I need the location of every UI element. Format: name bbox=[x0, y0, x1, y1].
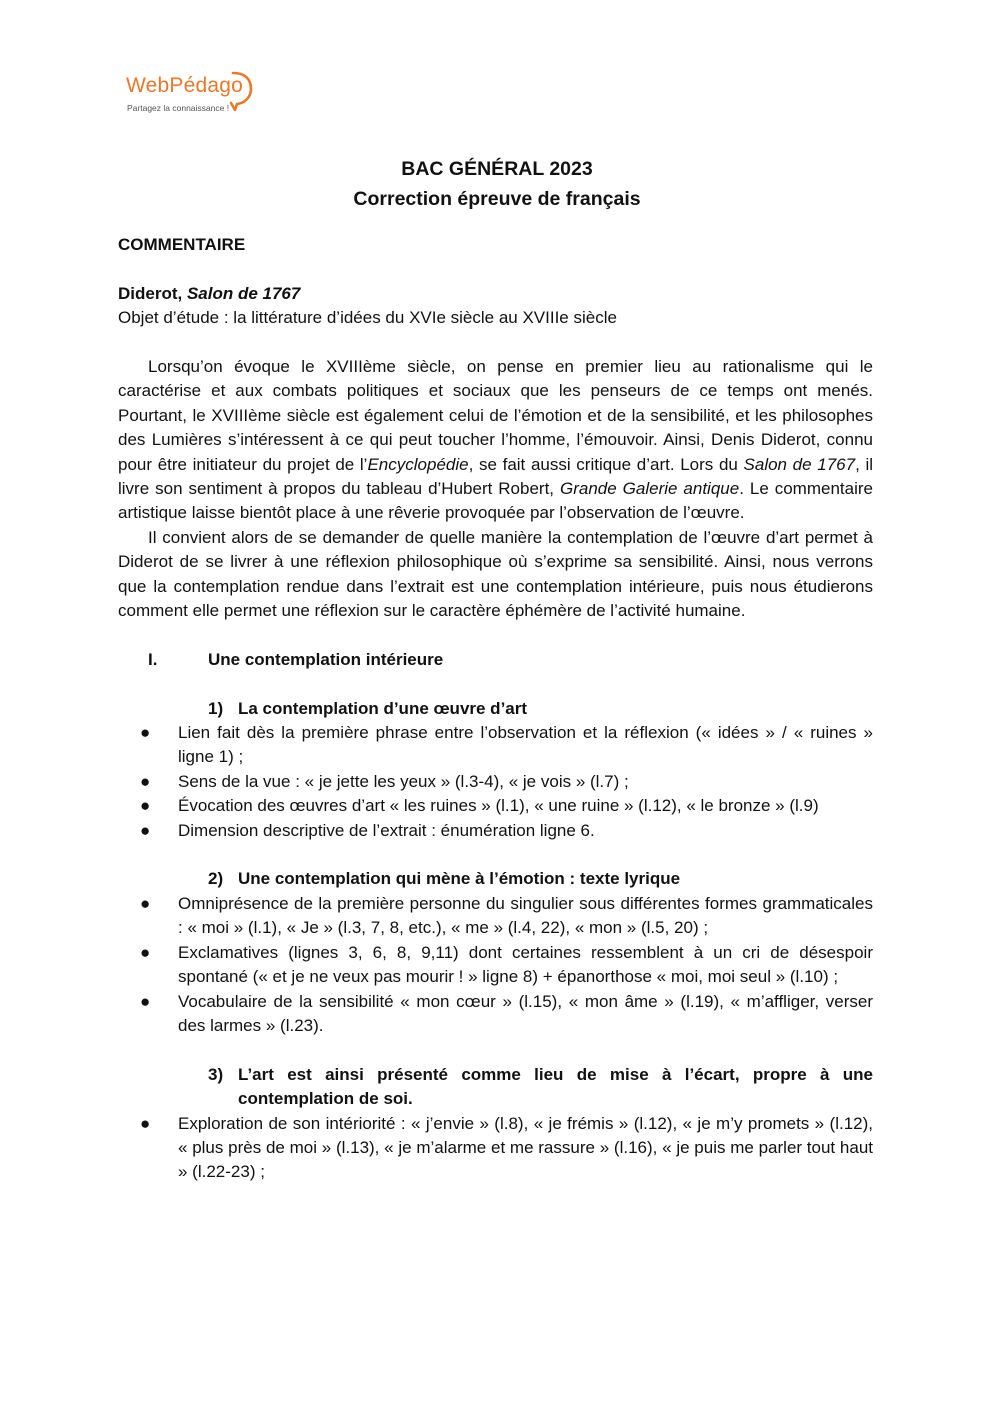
subsection-3-heading: 3) L’art est ainsi présenté comme lieu de mise à l’écart, propre à une contemplation de soi. bbox=[208, 1064, 873, 1109]
bullet-icon: ● bbox=[140, 796, 151, 816]
bullet-icon: ● bbox=[140, 723, 151, 743]
work-author: Diderot, bbox=[118, 283, 187, 303]
part-title: Une contemplation intérieure bbox=[208, 649, 444, 669]
subsection-1-heading: 1) La contemplation d’une œuvre d’art bbox=[208, 698, 528, 718]
section-label: COMMENTAIRE bbox=[118, 235, 246, 254]
intro-paragraph-2: Il convient alors de se demander de quelle manière la contemplation de l’œuvre d’art permet à Diderot de se livrer à une réflexion philosophique où s’exprime sa sensibilité. Ainsi, nous verrons que la contemplation rendue dans l’extrait est une contemplation intérieure, puis nous étudierons comment elle permet une réflexion sur le caractère éphémère de l’activité humaine. bbox=[118, 527, 873, 621]
part-number: I. bbox=[148, 649, 158, 669]
list-item: ● Lien fait dès la première phrase entre l’observation et la réflexion (« idées » / « ruines » ligne 1) ; bbox=[118, 721, 873, 770]
document-title bbox=[0, 154, 994, 214]
bullet-icon: ● bbox=[140, 893, 151, 913]
webpedago-logo bbox=[123, 66, 263, 118]
list-item: ● Vocabulaire de la sensibilité « mon cœur » (l.15), « mon âme » (l.19), « m’affliger, verser des larmes » (l.23). bbox=[118, 990, 873, 1039]
bullet-icon: ● bbox=[140, 942, 151, 962]
part-1-heading bbox=[148, 648, 873, 672]
study-object: Objet d’étude : la littérature d’idées du XVIe siècle au XVIIIe siècle bbox=[118, 308, 617, 328]
bullet-icon: ● bbox=[140, 820, 151, 840]
encyclopedie-title: Encyclopédie bbox=[367, 454, 469, 474]
list-item: ● Exploration de son intériorité : « j’envie » (l.8), « je frémis » (l.12), « je m’y promets » (l.12), « plus près de moi » (l.13), « je m’alarme et me rassure » (l.16), « je puis me parler tout haut » (l.22-23) ; bbox=[118, 1112, 873, 1185]
subsection-2-list bbox=[118, 892, 873, 1038]
salon-title: Salon de 1767 bbox=[743, 454, 856, 474]
work-title: Salon de 1767 bbox=[186, 283, 301, 303]
bullet-icon: ● bbox=[140, 771, 151, 791]
logo-name: WebPédago bbox=[126, 74, 244, 97]
logo-tagline: Partagez la connaissance ! bbox=[127, 103, 230, 113]
document-body bbox=[118, 233, 873, 1185]
bullet-icon: ● bbox=[140, 1113, 151, 1133]
list-item: ● Dimension descriptive de l’extrait : énumération ligne 6. bbox=[118, 819, 873, 843]
intro-paragraph-1: Lorsqu’on évoque le XVIIIème siècle, on pense en premier lieu au rationalisme qui le caractérise et aux combats politiques et sociaux que les penseurs de ce temps ont menés. Pourtant, le XVIIIème siècle est également celui de l’émotion et de la sensibilité, et les philosophes des Lumières s’intéressent à ce qui peut toucher l’homme, l’émouvoir. Ainsi, Denis Diderot, connu pour être initiateur du projet de l’Encyclopédie, se fait aussi critique d’art. Lors du Salon de 1767, il livre son sentiment à propos du tableau d’Hubert Robert, Grande Galerie antique. Le commentaire artistique laisse bientôt place à une rêverie provoquée par l’observation de l’œuvre. bbox=[118, 357, 874, 523]
painting-title: Grande Galerie antique bbox=[560, 479, 740, 499]
title-line-1: BAC GÉNÉRAL 2023 bbox=[401, 158, 593, 180]
list-item: ● Omniprésence de la première personne du singulier sous différentes formes grammaticales : « moi » (l.1), « Je » (l.3, 7, 8, etc.), « me » (l.4, 22), « mon » (l.5, 20) ; bbox=[118, 892, 873, 941]
list-item: ● Exclamatives (lignes 3, 6, 8, 9,11) dont certaines ressemblent à un cri de désespoir spontané (« et je ne veux pas mourir ! » ligne 8) + épanorthose « moi, moi seul » (l.10) ; bbox=[118, 941, 873, 990]
list-item: ● Évocation des œuvres d’art « les ruines » (l.1), « une ruine » (l.12), « le bronze » (l.9) bbox=[118, 794, 873, 818]
work-heading bbox=[118, 282, 873, 306]
subsection-2-heading: 2) Une contemplation qui mène à l’émotion : texte lyrique bbox=[208, 869, 681, 889]
subsection-3-list bbox=[118, 1112, 873, 1185]
bullet-icon: ● bbox=[140, 991, 151, 1011]
title-line-2: Correction épreuve de français bbox=[353, 188, 641, 210]
speech-bubble-icon bbox=[229, 69, 255, 111]
subsection-1-list bbox=[118, 721, 873, 843]
list-item: ● Sens de la vue : « je jette les yeux » (l.3-4), « je vois » (l.7) ; bbox=[118, 770, 873, 794]
